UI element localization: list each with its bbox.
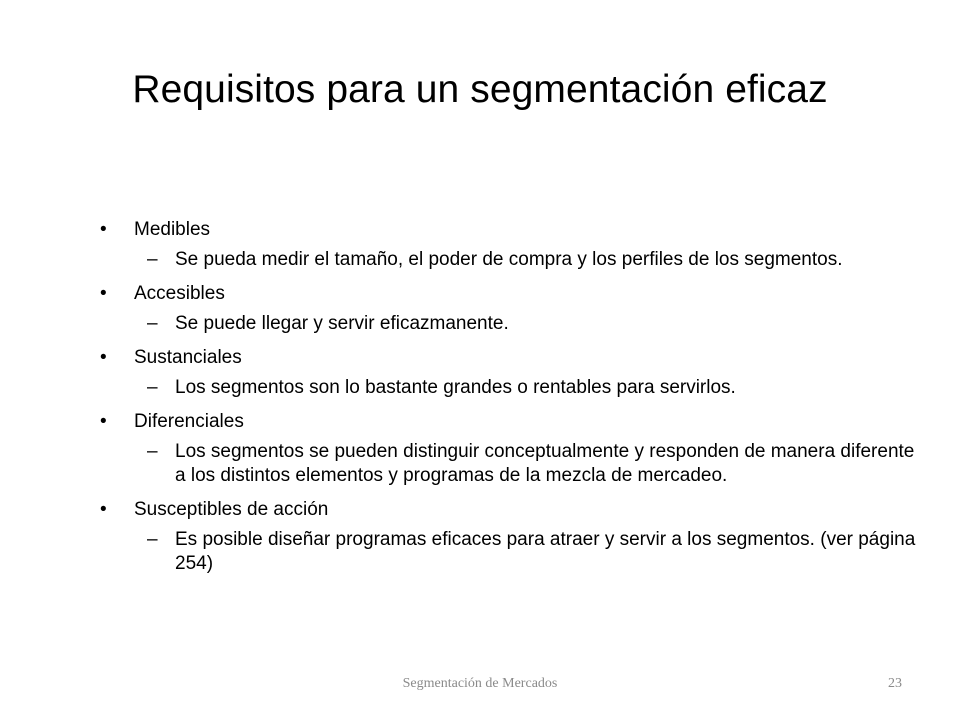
bullet-icon: • [100, 283, 107, 304]
bullet-icon: • [100, 499, 107, 520]
bullet-label: Sustanciales [134, 347, 242, 368]
page-number: 23 [888, 676, 902, 691]
dash-icon: – [147, 441, 158, 462]
bullet-icon: • [100, 219, 107, 240]
footer-text: Segmentación de Mercados [402, 676, 558, 691]
sub-bullet-text: Se pueda medir el tamaño, el poder de compra y los perfiles de los segmentos. [175, 249, 843, 270]
list-item [100, 496, 920, 576]
sub-bullet-item [147, 376, 920, 400]
list-item [100, 408, 920, 488]
sub-bullet-item [147, 312, 920, 336]
bullet-icon: • [100, 347, 107, 368]
list-item [100, 216, 920, 272]
sub-bullet-text: Es posible diseñar programas eficaces para atraer y servir a los segmentos. (ver página 254) [175, 529, 916, 574]
bullet-list [100, 216, 920, 584]
sub-bullet-text: Se puede llegar y servir eficazmanente. [175, 313, 509, 334]
dash-icon: – [147, 249, 158, 270]
bullet-item [100, 496, 920, 523]
bullet-label: Medibles [134, 219, 211, 240]
sub-bullet-item [147, 248, 920, 272]
bullet-item [100, 408, 920, 435]
sub-bullet-item [147, 440, 920, 488]
bullet-label: Accesibles [134, 283, 225, 304]
sub-bullet-text: Los segmentos son lo bastante grandes o rentables para servirlos. [175, 377, 736, 398]
dash-icon: – [147, 313, 158, 334]
sub-bullet-item [147, 528, 920, 576]
bullet-label: Diferenciales [134, 411, 244, 432]
dash-icon: – [147, 377, 158, 398]
bullet-item [100, 344, 920, 371]
slide-title: Requisitos para un segmentación eficaz [132, 68, 828, 111]
bullet-label: Susceptibles de acción [134, 499, 329, 520]
list-item [100, 344, 920, 400]
bullet-item [100, 216, 920, 243]
sub-bullet-text: Los segmentos se pueden distinguir conceptualmente y responden de manera diferente a los distintos elementos y programas de la mezcla de mercadeo. [175, 441, 915, 486]
bullet-icon: • [100, 411, 107, 432]
list-item [100, 280, 920, 336]
bullet-item [100, 280, 920, 307]
dash-icon: – [147, 529, 158, 550]
